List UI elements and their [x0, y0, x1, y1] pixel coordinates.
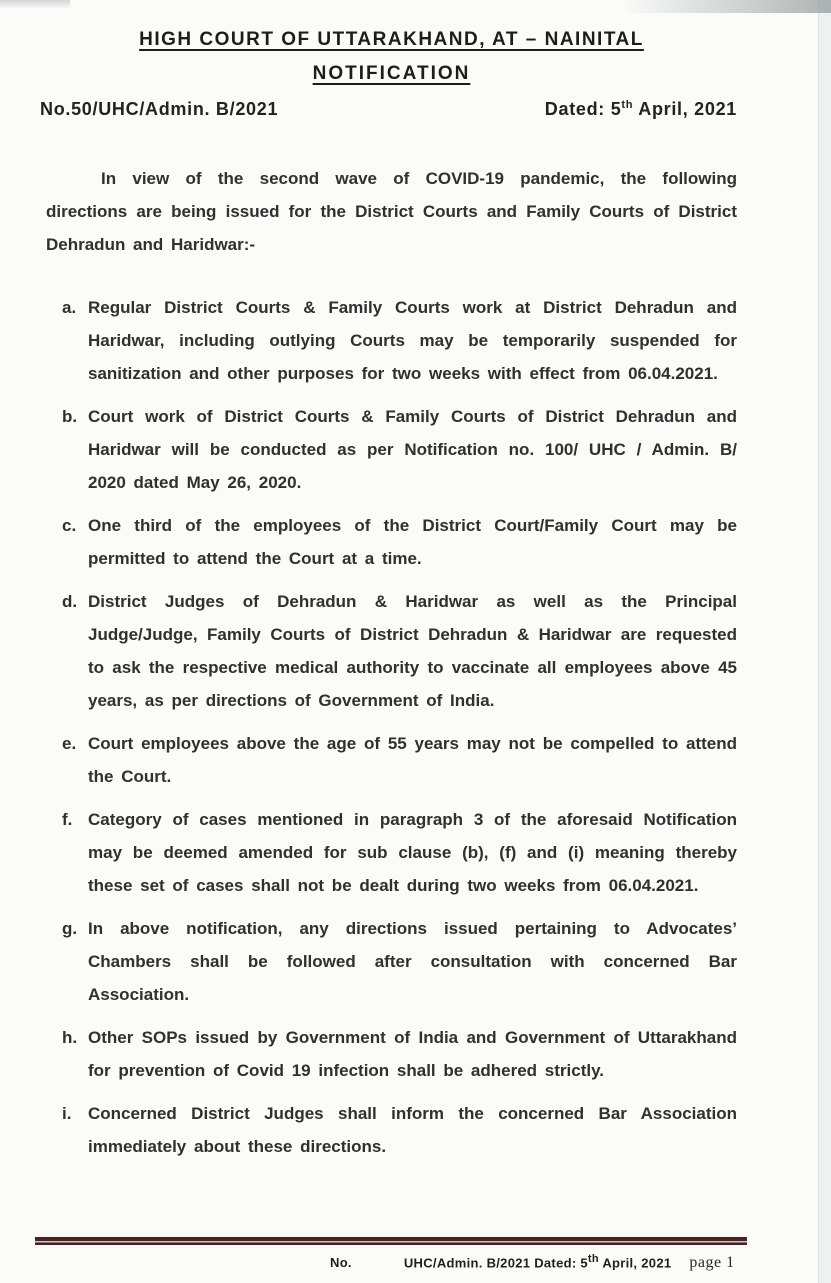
direction-text: Court work of District Courts & Family Courts of District Dehradun and Haridwar will be conducted as per Notification no. 100/ UHC / Admin. B/ 2020 dated May 26, 2020. [88, 407, 737, 492]
footer-rule [35, 1237, 747, 1245]
page-title: HIGH COURT OF UTTARAKHAND, AT – NAINITAL [139, 29, 644, 50]
direction-item-d [46, 585, 737, 717]
direction-label: c. [62, 516, 77, 535]
directions-list [46, 291, 737, 1163]
direction-text: Regular District Courts & Family Courts work at District Dehradun and Haridwar, including outlying Courts may be temporarily suspended for sanitization and other purposes for two weeks with effect from 06.04.2021. [88, 298, 737, 383]
direction-label: b. [62, 407, 78, 426]
direction-item-e [46, 727, 737, 793]
direction-text: Court employees above the age of 55 years may not be compelled to attend the Court. [88, 734, 737, 786]
direction-item-h [46, 1021, 737, 1087]
footer-no-label: No. [330, 1255, 352, 1271]
direction-label: f. [62, 810, 73, 829]
direction-label: a. [62, 298, 77, 317]
direction-text: Category of cases mentioned in paragraph 3 of the aforesaid Notification may be deemed amended for sub clause (b), (f) and (i) meaning thereby these set of cases shall not be dealt during two weeks from 06.04.2021. [88, 810, 737, 895]
direction-text: District Judges of Dehradun & Haridwar as well as the Principal Judge/Judge, Family Courts of District Dehradun & Haridwar are requested to ask the respective medical authority to vaccinate all employees above 45 years, as per directions of Government of India. [88, 592, 737, 710]
direction-text: One third of the employees of the District Court/Family Court may be permitted to attend the Court at a time. [88, 516, 737, 568]
page-subtitle: NOTIFICATION [312, 63, 471, 84]
direction-item-a [46, 291, 737, 390]
footer-page-number: page 1 [689, 1254, 735, 1272]
reference-row [40, 94, 737, 120]
direction-item-f [46, 803, 737, 902]
footer-line [330, 1249, 831, 1273]
notification-number: No.50/UHC/Admin. B/2021 [40, 99, 279, 119]
direction-item-c [46, 509, 737, 575]
direction-label: i. [62, 1104, 72, 1123]
footer-date-ordinal-suffix: th [587, 1253, 599, 1265]
direction-text: In above notification, any directions issued pertaining to Advocates’ Chambers shall be followed after consultation with concerned Bar Association. [88, 919, 737, 1004]
page-footer [0, 1237, 831, 1273]
direction-item-i [46, 1097, 737, 1163]
intro-paragraph: In view of the second wave of COVID-19 pandemic, the following directions are being issued for the District Courts and Family Courts of District Dehradun and Haridwar:- [46, 169, 737, 254]
direction-item-b [46, 400, 737, 499]
direction-label: h. [62, 1028, 78, 1047]
date-ordinal-suffix: th [621, 99, 634, 111]
direction-label: g. [62, 919, 78, 938]
notification-date: Dated: 5th April, 2021 [544, 99, 737, 119]
direction-item-g [46, 912, 737, 1011]
direction-label: d. [62, 592, 78, 611]
direction-label: e. [62, 734, 77, 753]
direction-text: Other SOPs issued by Government of India and Government of Uttarakhand for prevention of Covid 19 infection shall be adhered strictly. [88, 1028, 737, 1080]
direction-text: Concerned District Judges shall inform the concerned Bar Association immediately about these directions. [88, 1104, 737, 1156]
footer-reference: UHC/Admin. B/2021 Dated: 5th April, 2021 [403, 1253, 672, 1271]
